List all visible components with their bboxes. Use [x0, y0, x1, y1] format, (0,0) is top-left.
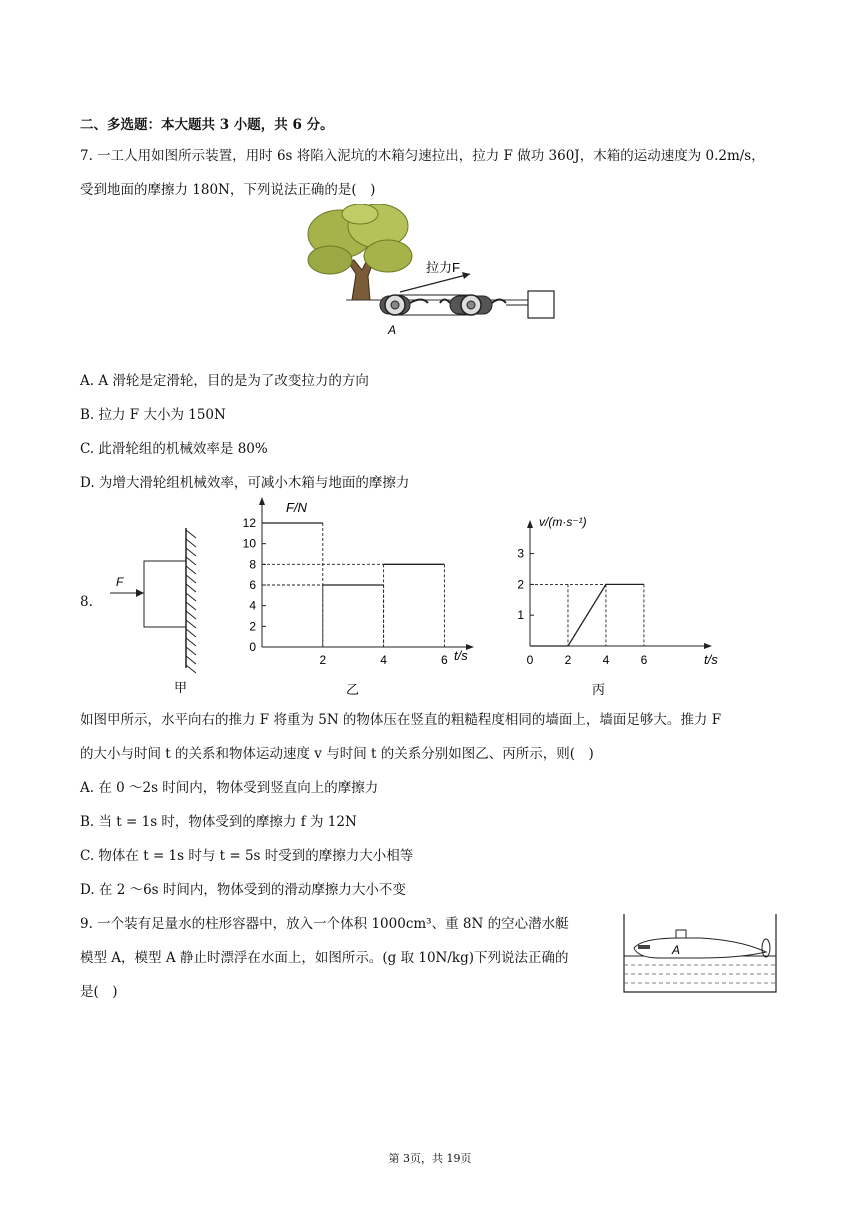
- q8-stem-line2: 的大小与时间 t 的关系和物体运动速度 v 与时间 t 的关系分别如图乙、丙所示，则( ): [80, 746, 594, 762]
- q8-option-b: B. 当 t = 1s 时，物体受到的摩擦力 f 为 12N: [80, 814, 357, 830]
- bing-xlabel: t/s: [704, 652, 718, 667]
- pulley-a: [380, 295, 428, 315]
- submarine-label: A: [672, 943, 681, 957]
- q7-pulley-figure: [300, 204, 562, 340]
- q8-fig-yi-chart: [238, 496, 488, 700]
- q7-option-b: B. 拉力 F 大小为 150N: [80, 407, 226, 423]
- bing-y-tick-label: 2: [517, 577, 524, 592]
- yi-ylabel: F/N: [286, 500, 307, 515]
- q8-option-d: D. 在 2 ～6s 时间内，物体受到的滑动摩擦力大小不变: [80, 882, 406, 898]
- bing-x-tick-label: 4: [602, 653, 610, 667]
- bing-y-tick-label: 3: [517, 546, 524, 561]
- yi-x-tick-label: 2: [319, 653, 327, 667]
- push-force-label: F: [116, 575, 124, 589]
- yi-y-tick-label: 8: [249, 557, 256, 572]
- bing-x-tick-label: 6: [640, 653, 648, 667]
- bing-x-tick-label: 0: [526, 653, 534, 667]
- q8-option-c: C. 物体在 t = 1s 时与 t = 5s 时受到的摩擦力大小相等: [80, 848, 414, 864]
- caption-jia: 甲: [174, 680, 188, 695]
- wooden-box: [528, 291, 554, 318]
- pressed-object: [144, 561, 186, 627]
- force-label: 拉力F: [426, 260, 460, 275]
- yi-y-tick-label: 0: [249, 640, 256, 654]
- propeller: [762, 939, 770, 957]
- submarine-tower: [676, 930, 686, 938]
- caption-bing: 丙: [592, 682, 606, 697]
- q7-stem-line2: 受到地面的摩擦力 180N，下列说法正确的是( ): [80, 182, 376, 198]
- yi-y-tick-label: 12: [242, 516, 256, 530]
- q9-stem-line1: 9. 一个装有足量水的柱形容器中，放入一个体积 1000cm³、重 8N 的空心潜水艇: [80, 916, 569, 932]
- q9-stem-line2: 模型 A，模型 A 静止时漂浮在水面上，如图所示。(g 取 10N/kg)下列说法正确的: [80, 950, 569, 966]
- bing-x-tick-label: 2: [564, 653, 572, 667]
- submarine-window: [638, 945, 650, 949]
- page-footer: 第 3页，共 19页: [388, 1152, 472, 1165]
- q7-option-a: A. A 滑轮是定滑轮，目的是为了改变拉力的方向: [80, 373, 369, 389]
- yi-x-tick-label: 6: [441, 653, 448, 667]
- pulley-movable: [440, 295, 506, 315]
- force-arrow: [400, 274, 470, 292]
- yi-xlabel: t/s: [454, 648, 468, 663]
- pulley-a-label: A: [388, 323, 397, 337]
- bing-series-line: [530, 584, 644, 646]
- q8-fig-jia: [96, 520, 206, 700]
- yi-x-tick-label: 4: [380, 653, 387, 667]
- q8-option-a: A. 在 0 ～2s 时间内，物体受到竖直向上的摩擦力: [80, 780, 379, 796]
- q7-option-d: D. 为增大滑轮组机械效率，可减小木箱与地面的摩擦力: [80, 475, 410, 491]
- yi-y-tick-label: 2: [249, 619, 256, 634]
- q8-number: 8.: [80, 594, 93, 610]
- q9-stem-line3: 是( ): [80, 984, 118, 1000]
- caption-yi: 乙: [346, 682, 360, 697]
- yi-y-tick-label: 4: [249, 598, 256, 613]
- bing-ylabel: v/(m·s⁻¹): [539, 515, 587, 529]
- section-heading: 二、多选题：本大题共 3 小题，共 6 分。: [80, 117, 334, 133]
- q7-stem-line1: 7. 一工人用如图所示装置，用时 6s 将陷入泥坑的木箱匀速拉出，拉力 F 做功 360J，木箱的运动速度为 0.2m/s，: [80, 148, 765, 164]
- q9-submarine-figure: [620, 912, 780, 996]
- bing-y-tick-label: 1: [517, 608, 524, 623]
- q8-fig-bing-chart: [510, 504, 740, 700]
- tree-illustration: [308, 204, 412, 300]
- yi-y-tick-label: 6: [249, 578, 256, 592]
- yi-y-tick-label: 10: [242, 536, 256, 551]
- q7-option-c: C. 此滑轮组的机械效率是 80%: [80, 441, 268, 457]
- q8-stem-line1: 如图甲所示，水平向右的推力 F 将重为 5N 的物体压在竖直的粗糙程度相同的墙面上，墙面足够大。推力 F: [80, 712, 722, 728]
- submarine-hull: [634, 938, 766, 958]
